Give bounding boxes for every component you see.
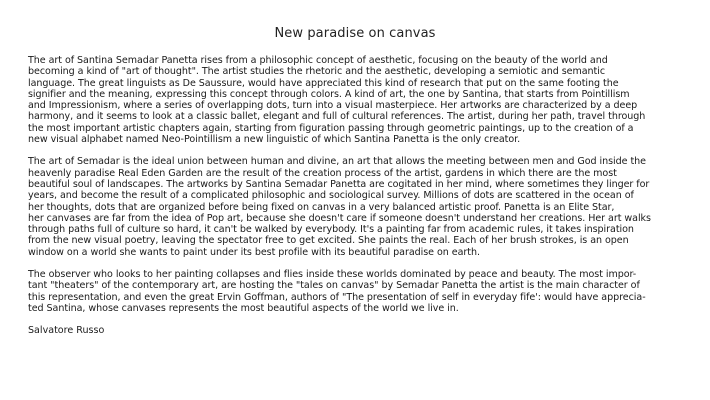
- article-body: [28, 55, 688, 337]
- author-signature: Salvatore Russo: [28, 325, 105, 337]
- paragraph: The observer who looks to her painting collapses and flies inside these worlds dominated by peace and beauty. The most impor- tant "theaters" of the contemporary art, are hosting the "tales on canvas" by Semadar Panetta the artist is the main character of this representation, and even the great Ervin Goffman, authors of "The presentation of self in everyday fife': would have apprecia- ted Santina, whose canvases represents the most beautiful aspects of the world we live in.: [28, 269, 646, 314]
- paragraph: The art of Santina Semadar Panetta rises from a philosophic concept of aesthetic, focusing on the beauty of the world and becoming a kind of "art of thought". The artist studies the rhetoric and the aesthetic, developing a semiotic and semantic language. The great linguists as De Saussure, would have appreciated this kind of research that put on the same footing the signifier and the meaning, expressing this concept through colors. A kind of art, the one by Santina, that starts from Pointillism and Impressionism, where a series of overlapping dots, turn into a visual masterpiece. Her artworks are characterized by a deep harmony, and it seems to look at a classic ballet, elegant and full of cultural references. The artist, during her path, travel through the most important artistic chapters again, starting from figuration passing through geometric paintings, up to the creation of a new visual alphabet named Neo-Pointillism a new linguistic of which Santina Panetta is the only creator.: [28, 55, 646, 146]
- paragraph: The art of Semadar is the ideal union between human and divine, an art that allows the meeting between men and God inside the heavenly paradise Real Eden Garden are the result of the creation process of the artist, gardens in which there are the most beautiful soul of landscapes. The artworks by Santina Semadar Panetta are cogitated in her mind, where sometimes they linger for years, and become the result of a complicated philosophic and sociological survey. Millions of dots are scattered in the ocean of her thoughts, dots that are organized before being fixed on canvas in a very balanced artistic proof. Panetta is an Elite Star, her canvases are far from the idea of Pop art, because she doesn't care if someone doesn't understand her creations. Her art walks through paths full of culture so hard, it can't be walked by everybody. It's a painting far from academic rules, it takes inspiration from the new visual poetry, leaving the spectator free to get excited. She paints the real. Each of her brush strokes, is an open window on a world she wants to paint under its best profile with its beautiful paradise on earth.: [28, 156, 651, 258]
- page-title: New paradise on canvas: [274, 26, 436, 41]
